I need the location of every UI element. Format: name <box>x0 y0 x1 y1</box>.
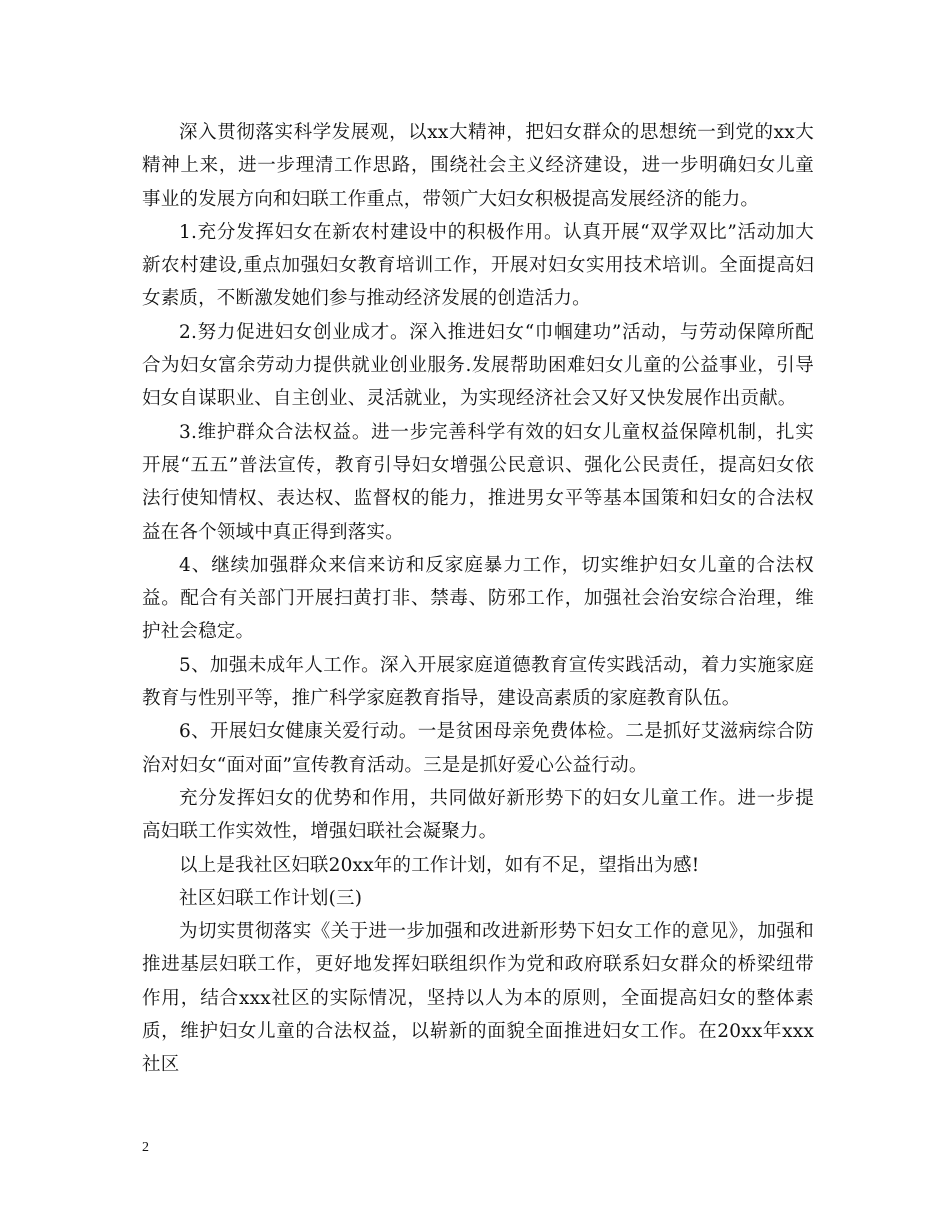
paragraph-item-6: 6、开展妇女健康关爱行动。一是贫困母亲免费体检。二是抓好艾滋病综合防治对妇女“面对面”宣传教育活动。三是是抓好爱心公益行动。 <box>142 721 814 776</box>
paragraph-item-4: 4、继续加强群众来信来访和反家庭暴力工作，切实维护妇女儿童的合法权益。配合有关部门开展扫黄打非、禁毒、防邪工作，加强社会治安综合治理，维护社会稳定。 <box>142 554 814 643</box>
page-number: 2 <box>142 1140 149 1155</box>
section-heading: 社区妇联工作计划(三) <box>179 887 363 909</box>
paragraph-item-3: 3.维护群众合法权益。进一步完善科学有效的妇女儿童权益保障机制，扎实开展“五五”普法宣传，教育引导妇女增强公民意识、强化公民责任，提高妇女依法行使知情权、表达权、监督权的能力，推进男女平等基本国策和妇女的合法权益在各个领域中真正得到落实。 <box>142 421 814 543</box>
paragraph-closing: 以上是我社区妇联20xx年的工作计划，如有不足，望指出为感! <box>179 854 700 876</box>
paragraph-item-5: 5、加强未成年人工作。深入开展家庭道德教育宣传实践活动，着力实施家庭教育与性别平等，推广科学家庭教育指导，建设高素质的家庭教育队伍。 <box>142 654 814 710</box>
paragraph-intro: 深入贯彻落实科学发展观，以xx大精神，把妇女群众的思想统一到党的xx大精神上来，进一步理清工作思路，围绕社会主义经济建设，进一步明确妇女儿童事业的发展方向和妇联工作重点，带领广大妇女积极提高发展经济的能力。 <box>142 122 814 210</box>
document-body <box>142 116 814 1082</box>
paragraph-summary: 充分发挥妇女的优势和作用，共同做好新形势下的妇女儿童工作。进一步提高妇联工作实效性，增强妇联社会凝聚力。 <box>142 787 814 843</box>
paragraph-item-2: 2.努力促进妇女创业成才。深入推进妇女“巾帼建功”活动，与劳动保障所配合为妇女富余劳动力提供就业创业服务.发展帮助困难妇女儿童的公益事业，引导妇女自谋职业、自主创业、灵活就业，为实现经济社会又好又快发展作出贡献。 <box>142 321 814 410</box>
paragraph-section-3-intro: 为切实贯彻落实《关于进一步加强和改进新形势下妇女工作的意见》，加强和推进基层妇联工作，更好地发挥妇联组织作为党和政府联系妇女群众的桥梁纽带作用，结合xxx社区的实际情况，坚持以人为本的原则，全面提高妇女的整体素质，维护妇女儿童的合法权益，以崭新的面貌全面推进妇女工作。在20xx年xxx社区 <box>142 921 814 1076</box>
paragraph-item-1: 1.充分发挥妇女在新农村建设中的积极作用。认真开展“双学双比”活动加大新农村建设,重点加强妇女教育培训工作，开展对妇女实用技术培训。全面提高妇女素质，不断激发她们参与推动经济发展的创造活力。 <box>142 221 814 310</box>
